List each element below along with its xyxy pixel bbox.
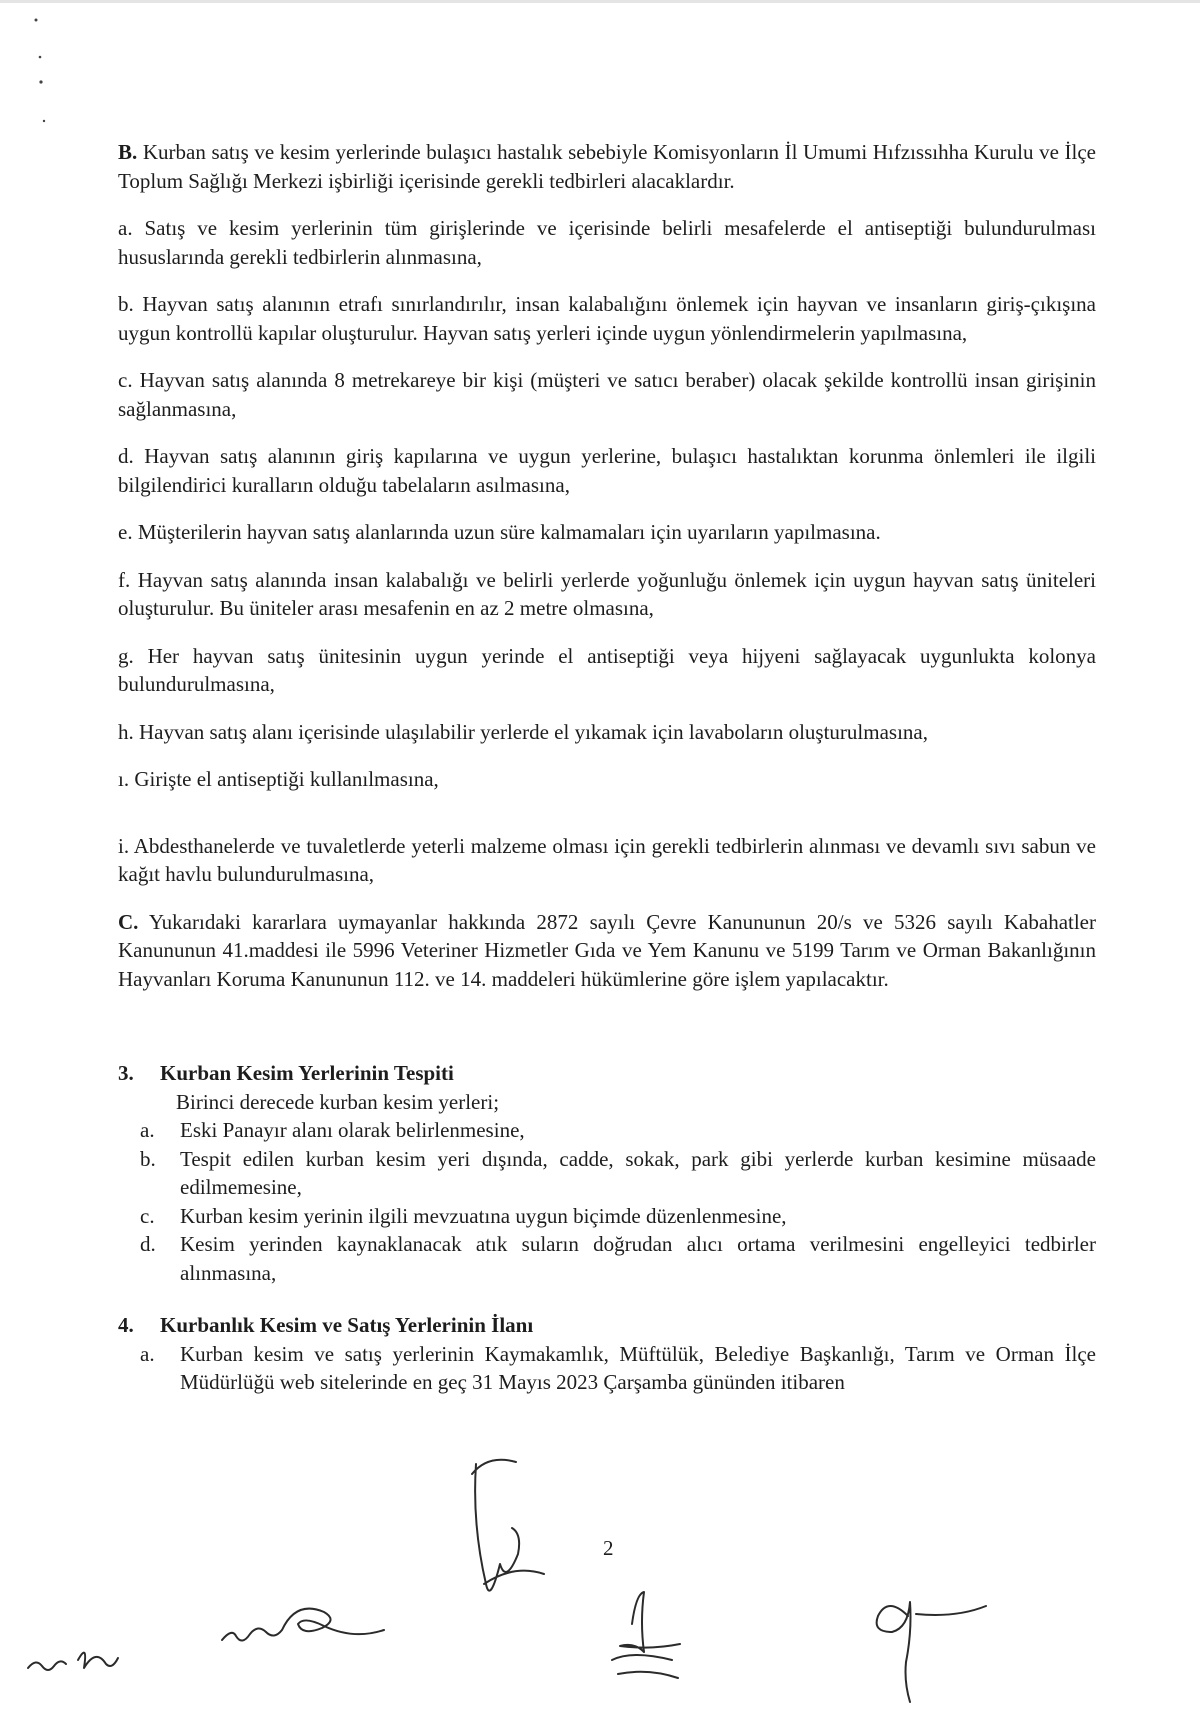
- section-c-paragraph: [118, 908, 1096, 994]
- section-3-item: [118, 1145, 1096, 1202]
- section-4-item: [118, 1340, 1096, 1397]
- section-4-item-text: Kurban kesim ve satış yerlerinin Kaymakamlık, Müftülük, Belediye Başkanlığı, Tarım ve Orman İlçe Müdürlüğü web sitelerinde en geç 31 Mayıs 2023 Çarşamba gününden itibaren: [180, 1341, 1096, 1394]
- list-item-b: b. Hayvan satış alanının etrafı sınırlandırılır, insan kalabalığını önlemek için hayvan ve insanların giriş-çıkışına uygun kontrollü kapılar oluşturulur. Hayvan satış yerleri içinde uygun yönlendirmelerin yapılmasına,: [118, 292, 1096, 345]
- section-3-item-text: Kesim yerinden kaynaklanacak atık suların doğrudan alıcı ortama verilmesini engelleyici tedbirler alınmasına,: [180, 1232, 1096, 1285]
- section-4-item-letter: a.: [140, 1341, 155, 1366]
- list-item-f: f. Hayvan satış alanında insan kalabalığı ve belirli yerlerde yoğunluğu önlemek için uygun hayvan satış üniteleri oluşturulur. Bu üniteler arası mesafenin en az 2 metre olmasına,: [118, 567, 1096, 620]
- section-4-title: Kurbanlık Kesim ve Satış Yerlerinin İlanı: [160, 1313, 534, 1337]
- signature-1: [28, 1653, 118, 1670]
- section-3-item-text: Tespit edilen kurban kesim yeri dışında, cadde, sokak, park gibi yerlerde kurban kesimine müsaade edilmemesine,: [180, 1146, 1096, 1199]
- list-item-a: a. Satış ve kesim yerlerinin tüm girişlerinde ve içerisinde belirli mesafelerde el antiseptiği bulundurulması hususlarında gerekli tedbirlerin alınmasına,: [118, 216, 1096, 269]
- section-3-item-letter: c.: [140, 1203, 155, 1228]
- section-3-item-letter: d.: [140, 1232, 156, 1256]
- section-3: [118, 1059, 1096, 1287]
- section-3-title: Kurban Kesim Yerlerinin Tespiti: [160, 1061, 454, 1085]
- section-3-heading: [118, 1059, 1096, 1088]
- section-3-item: [118, 1230, 1096, 1287]
- document-body: [118, 138, 1096, 1397]
- section-3-item-letter: b.: [140, 1146, 156, 1171]
- section-3-item-text: Kurban kesim yerinin ilgili mevzuatına uygun biçimde düzenlenmesine,: [180, 1203, 787, 1228]
- signature-3: [472, 1460, 544, 1591]
- signature-4: [612, 1592, 680, 1678]
- page-number: 2: [603, 1536, 614, 1560]
- section-3-item-letter: a.: [140, 1118, 155, 1142]
- section-4-heading: [118, 1311, 1096, 1340]
- list-item-d: d. Hayvan satış alanının giriş kapılarına ve uygun yerlerine, bulaşıcı hastalıktan korunma önlemleri ile ilgili bilgilendirici kuralların olduğu tabelaların asılmasına,: [118, 444, 1096, 497]
- section-3-intro: Birinci derecede kurban kesim yerleri;: [176, 1089, 500, 1114]
- signature-2: [222, 1609, 384, 1641]
- list-item-dotless-i: ı. Girişte el antiseptiği kullanılmasına,: [118, 767, 439, 791]
- section-3-item: [118, 1116, 1096, 1145]
- section-3-item-text: Eski Panayır alanı olarak belirlenmesine,: [180, 1118, 525, 1142]
- list-item-g: g. Her hayvan satış ünitesinin uygun yerinde el antiseptiği veya hijyeni sağlayacak uygunlukta kolonya bulundurulmasına,: [118, 643, 1096, 696]
- section-3-number: 3.: [118, 1061, 134, 1085]
- section-b-text: Kurban satış ve kesim yerlerinde bulaşıcı hastalık sebebiyle Komisyonların İl Umumi Hıfzıssıhha Kurulu ve İlçe Toplum Sağlığı Merkezi işbirliği içerisinde gerekli tedbirleri alacaklardır.: [118, 140, 1096, 193]
- list-item-e: e. Müşterilerin hayvan satış alanlarında uzun süre kalmamaları için uyarıların yapılmasına.: [118, 520, 881, 544]
- section-c-text: Yukarıdaki kararlara uymayanlar hakkında 2872 sayılı Çevre Kanununun 20/s ve 5326 sayılı Kabahatler Kanununun 41.maddesi ile 5996 Veteriner Hizmetler Gıda ve Yem Kanunu ve 5199 Tarım ve Orman Bakanlığının Hayvanları Koruma Kanununun 112. ve 14. maddeleri hükümlerine göre işlem yapılacaktır.: [118, 909, 1096, 991]
- section-4-number: 4.: [118, 1313, 134, 1337]
- signature-5: [877, 1602, 986, 1702]
- scan-specks: [35, 19, 46, 123]
- section-3-item: [118, 1202, 1096, 1231]
- list-item-c: c. Hayvan satış alanında 8 metrekareye bir kişi (müşteri ve satıcı beraber) olacak şekilde kontrollü insan girişinin sağlanmasına,: [118, 368, 1096, 421]
- section-4: [118, 1311, 1096, 1397]
- list-item-i: i. Abdesthanelerde ve tuvaletlerde yeterli malzeme olması için gerekli tedbirlerin alınması ve devamlı sıvı sabun ve kağıt havlu bulundurulmasına,: [118, 833, 1096, 886]
- scan-edge: [0, 0, 1200, 3]
- section-b-paragraph: [118, 138, 1096, 195]
- section-b-label: B.: [118, 140, 138, 164]
- section-c-label: C.: [118, 909, 139, 934]
- list-item-h: h. Hayvan satış alanı içerisinde ulaşılabilir yerlerde el yıkamak için lavaboların oluşturulmasına,: [118, 719, 928, 744]
